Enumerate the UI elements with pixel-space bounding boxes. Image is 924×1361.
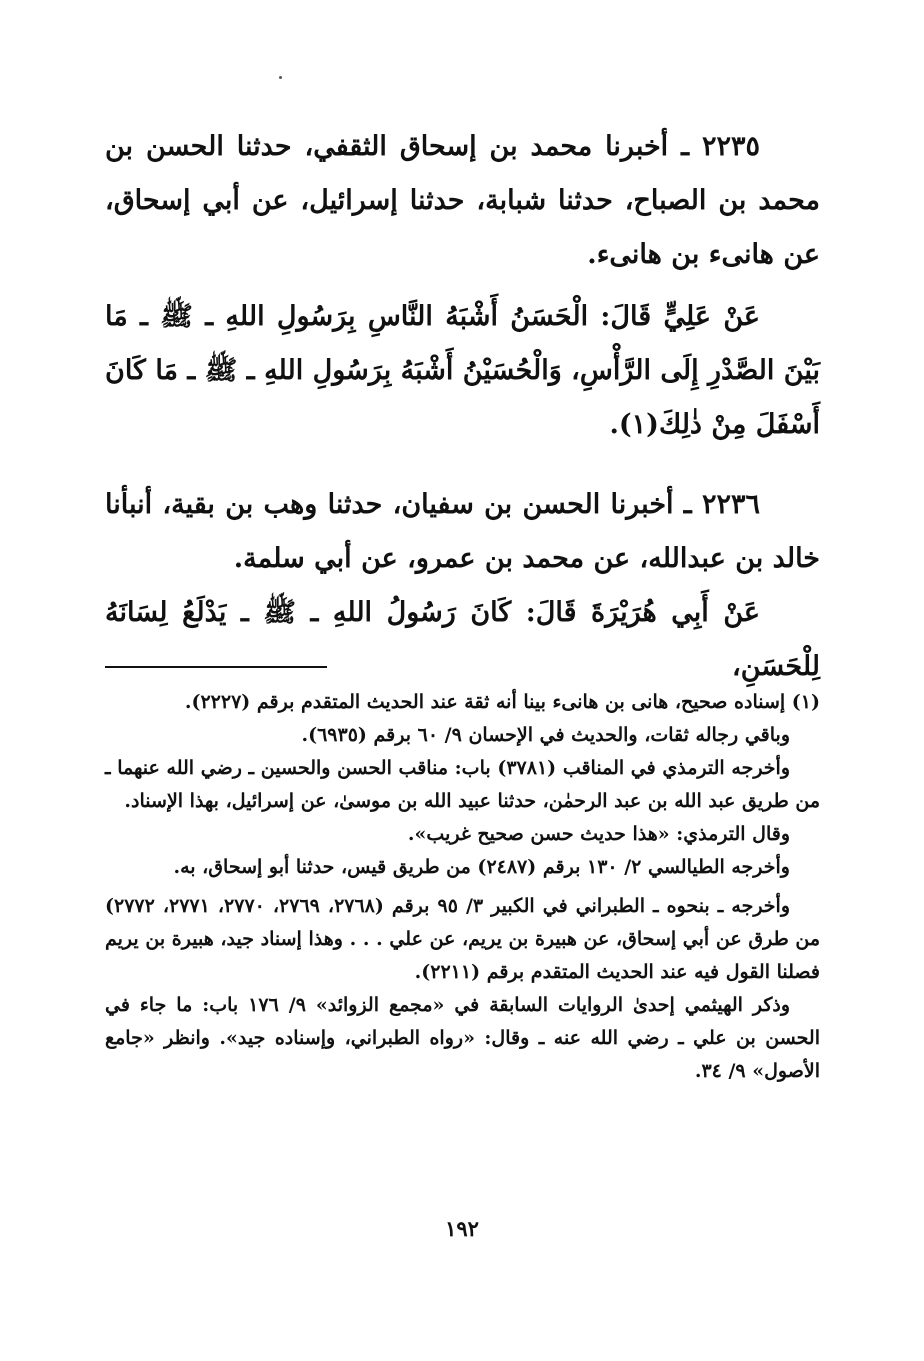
page-speck xyxy=(279,76,282,79)
page-number: ١٩٢ xyxy=(445,1216,479,1241)
footnote-1-tabarani: وأخرجه ـ بنحوه ـ الطبراني في الكبير ٣/ ٩٥ برقم (٢٧٦٨، ٢٧٦٩، ٢٧٧٠، ٢٧٧١، ٢٧٧٢) من طرق عن أبي إسحاق، عن هبيرة بن يريم، عن علي . . . وهذا إسناد جيد، هبيرة بن يريم فصلنا القول فيه عند الحديث المتقدم برقم (٢٢١١). xyxy=(105,895,820,983)
footnote-1-tirmidhi: وأخرجه الترمذي في المناقب (٣٧٨١) باب: مناقب الحسن والحسين ـ رضي الله عنهما ـ من طريق عبد الله بن عبد الرحمٰن، حدثنا عبيد الله بن موسىٰ، عن إسرائيل، بهذا الإسناد. xyxy=(105,757,820,812)
hadith-2235-text: عَنْ عَلِيٍّ قَالَ: الْحَسَنُ أَشْبَهُ النَّاسِ بِرَسُولِ اللهِ ـ ﷺ ـ مَا بَيْنَ الصَّدْرِ إِلَى الرَّأْسِ، وَالْحُسَيْنُ أَشْبَهُ بِرَسُولِ اللهِ ـ ﷺ ـ مَا كَانَ أَسْفَلَ مِنْ ذٰلِكَ(١). xyxy=(105,301,820,440)
footnote-1-tirmidhi-grade: وقال الترمذي: «هذا حديث حسن صحيح غريب». xyxy=(407,823,790,845)
main-text xyxy=(105,120,820,694)
footnote-1-tayalisi: وأخرجه الطيالسي ٢/ ١٣٠ برقم (٢٤٨٧) من طريق قيس، حدثنا أبو إسحاق، به. xyxy=(173,856,790,878)
footnotes xyxy=(105,686,820,1088)
hadith-2235-chain: ٢٢٣٥ ـ أخبرنا محمد بن إسحاق الثقفي، حدثنا الحسن بن محمد بن الصباح، حدثنا شبابة، حدثنا إسرائيل، عن أبي إسحاق، عن هانىء بن هانىء. xyxy=(105,131,820,270)
hadith-2236-text: عَنْ أَبِي هُرَيْرَةَ قَالَ: كَانَ رَسُولُ اللهِ ـ ﷺ ـ يَدْلَعُ لِسَانَهُ لِلْحَسَنِ، xyxy=(105,597,820,682)
footnote-1-haythami: وذكر الهيثمي إحدىٰ الروايات السابقة في «مجمع الزوائد» ٩/ ١٧٦ باب: ما جاء في الحسن بن علي ـ رضي الله عنه ـ وقال: «رواه الطبراني، وإسناده جيد». وانظر «جامع الأصول» ٩/ ٣٤. xyxy=(105,994,820,1082)
footnote-1: (١) إسناده صحيح، هانى بن هانىء بينا أنه ثقة عند الحديث المتقدم برقم (٢٢٢٧). xyxy=(184,691,820,713)
footnote-separator xyxy=(105,666,327,668)
footnote-1-narrators: وباقي رجاله ثقات، والحديث في الإحسان ٩/ ٦٠ برقم (٦٩٣٥). xyxy=(301,724,790,746)
hadith-2236-chain: ٢٢٣٦ ـ أخبرنا الحسن بن سفيان، حدثنا وهب بن بقية، أنبأنا خالد بن عبدالله، عن محمد بن عمرو، عن أبي سلمة. xyxy=(105,489,820,574)
